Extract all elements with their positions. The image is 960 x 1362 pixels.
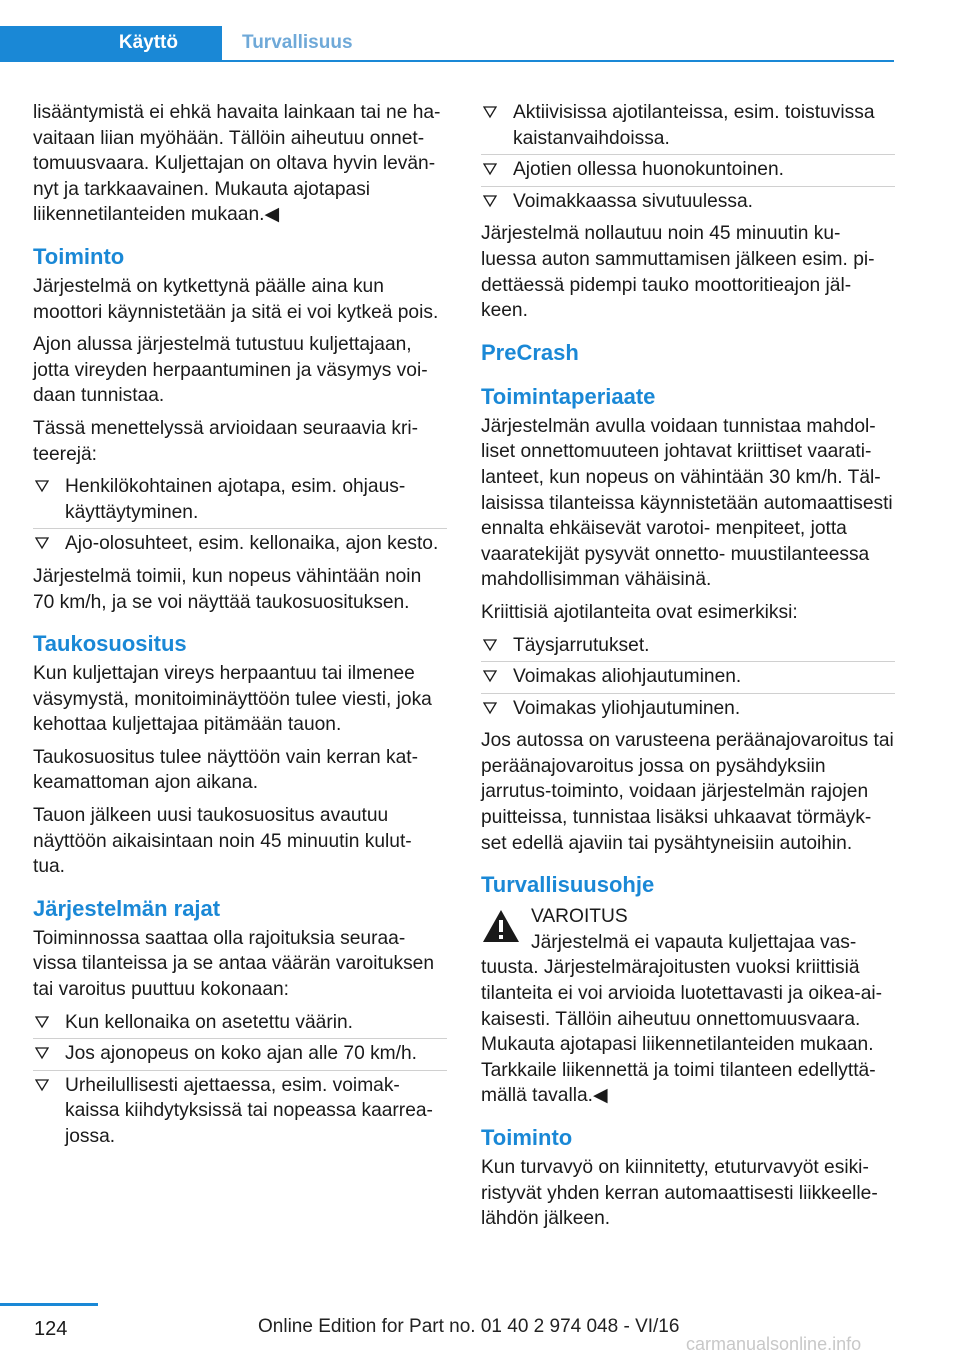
list-item: Ajo-olosuhteet, esim. kellonaika, ajon kesto.	[33, 531, 447, 557]
paragraph: Toiminnossa saattaa olla rajoituksia seuraa‐ vissa tilanteissa ja se antaa väärän varoituksen tai varoitus puuttuu kokonaan:	[33, 927, 435, 1001]
paragraph: Järjestelmä toimii, kun nopeus vähintään noin 70 km/h, ja se voi näyttää taukosuosituksen.	[33, 565, 422, 613]
warning-text: Järjestelmä ei vapauta kuljettajaa vas‐ tuusta. Järjestelmärajoitusten vuoksi kriittisiä tilanteita ei voi arvioida luotettavasti ja oikea-ai‐ kaisesti. Tällöin aiheutuu onnettomuusvaara. Mukauta ajotapasi liikennetilanteiden mukaan. Tarkkaile liikennettä ja toimi tilanteen edellyttä‐ mällä tavalla.◀	[481, 931, 883, 1107]
bullet-list	[481, 100, 895, 214]
triangle-bullet-icon	[483, 669, 497, 683]
list-item: Kun kellonaika on asetettu väärin.	[33, 1010, 447, 1036]
header-rule	[0, 60, 894, 62]
bullet-list	[33, 1010, 447, 1150]
triangle-bullet-icon	[483, 194, 497, 208]
list-item: Urheilullisesti ajettaessa, esim. voimak‐ kaissa kiihdytyksissä tai nopeassa kaarrea‐ jossa.	[33, 1073, 447, 1150]
warning-box	[481, 904, 895, 930]
paragraph: lisääntymistä ei ehkä havaita lainkaan tai ne ha‐ vaitaan liian myöhään. Tällöin aiheutuu onnet‐ tomuusvaara. Kuljettajan on oltava hyvin levän‐ nyt ja tarkkaavainen. Mukauta ajotapasi liikennetilanteiden mukaan.◀	[33, 102, 441, 226]
footer-rule	[0, 1303, 98, 1306]
list-item: Ajotien ollessa huonokuntoinen.	[481, 157, 895, 183]
chapter-heading: PreCrash	[481, 339, 579, 365]
list-item: Jos ajonopeus on koko ajan alle 70 km/h.	[33, 1041, 447, 1067]
triangle-bullet-icon	[35, 479, 49, 493]
triangle-bullet-icon	[35, 1046, 49, 1060]
triangle-bullet-icon	[35, 536, 49, 550]
page-header	[0, 0, 894, 64]
triangle-bullet-icon	[483, 105, 497, 119]
section-heading: Toiminto	[33, 243, 125, 269]
paragraph: Tässä menettelyssä arvioidaan seuraavia kri‐ teerejä:	[33, 417, 418, 465]
paragraph: Tauon jälkeen uusi taukosuositus avautuu näyttöön aikaisintaan noin 45 minuutin kulut‐ tua.	[33, 805, 412, 878]
edition-info: Online Edition for Part no. 01 40 2 974 048 - VI/16	[258, 1316, 680, 1337]
section-heading: Taukosuositus	[33, 631, 187, 657]
paragraph: Kun kuljettajan vireys herpaantuu tai ilmenee väsymystä, monitoiminäyttöön tulee viesti, joka kehottaa kuljettajaa pitämään tauon.	[33, 663, 432, 736]
paragraph: Ajon alussa järjestelmä tutustuu kuljettajaan, jotta vireyden herpaantuminen ja väsymys voi‐ daan tunnistaa.	[33, 334, 428, 407]
paragraph: Taukosuositus tulee näyttöön vain kerran kat‐ keamattoman ajon aikana.	[33, 746, 419, 794]
section-heading: Toiminto	[481, 1125, 573, 1150]
list-item: Täysjarrutukset.	[481, 633, 895, 659]
left-column	[33, 100, 447, 1157]
list-item: Voimakas aliohjautuminen.	[481, 664, 895, 690]
triangle-bullet-icon	[483, 638, 497, 652]
right-column	[481, 100, 895, 1239]
paragraph: Järjestelmä nollautuu noin 45 minuutin ku‐ luessa auton sammuttamisen jälkeen esim. pi‐ dettäessä pidempi tauko moottoritieajon jäl‐ keen.	[481, 223, 875, 322]
warning-title: VAROITUS	[531, 906, 628, 928]
warning-triangle-icon	[481, 908, 521, 944]
page-number: 124	[34, 1318, 68, 1340]
section-heading: Turvallisuusohje	[481, 872, 655, 898]
bullet-list	[33, 474, 447, 557]
section-heading: Järjestelmän rajat	[33, 895, 221, 921]
paragraph: Kun turvavyö on kiinnitetty, etuturvavyöt esiki‐ ristyvät yhden kerran automaattisesti liikkeelle‐ lähdön jälkeen.	[481, 1157, 878, 1230]
triangle-bullet-icon	[483, 162, 497, 176]
section-tab-inactive[interactable]: Turvallisuus	[242, 32, 353, 53]
paragraph: Jos autossa on varusteena peräänajovaroitus tai peräänajovaroitus jossa on pysähdyksiin jarrutus-toiminto, voidaan järjestelmän rajojen puitteissa, tunnistaa lisäksi uhkaavat törmäyk‐ set edellä ajaviin tai pysähtyneisiin autoihin.	[481, 730, 894, 854]
paragraph: Kriittisiä ajotilanteita ovat esimerkiksi:	[481, 601, 798, 623]
paragraph: Järjestelmän avulla voidaan tunnistaa mahdol‐ liset onnettomuuteen johtavat kriittiset vaarati‐ lanteet, kun nopeus on vähintään 30 km/h. Täl‐ laisissa tilanteissa käynnistetään automaattisesti ennalta ehkäisevät varotoi‐ menpiteet, jotta vaaratekijät pysyvät onnetto‐ muustilanteessa mahdollisimman vähäisinä.	[481, 415, 893, 591]
list-item: Aktiivisissa ajotilanteissa, esim. toistuvissa kaistanvaihdoissa.	[481, 100, 895, 151]
bullet-list	[481, 633, 895, 722]
list-item: Voimakkaassa sivutuulessa.	[481, 189, 895, 215]
watermark: carmanualsonline.info	[686, 1334, 862, 1354]
list-item: Voimakas yliohjautuminen.	[481, 696, 895, 722]
list-item: Henkilökohtainen ajotapa, esim. ohjaus‐ käyttäytyminen.	[33, 474, 447, 525]
triangle-bullet-icon	[35, 1078, 49, 1092]
section-tab-active[interactable]: Käyttö	[0, 26, 222, 60]
section-heading: Toimintaperiaate	[481, 383, 656, 409]
triangle-bullet-icon	[483, 701, 497, 715]
paragraph: Järjestelmä on kytkettynä päälle aina kun moottori käynnistetään ja sitä ei voi kytkeä pois.	[33, 275, 439, 323]
triangle-bullet-icon	[35, 1015, 49, 1029]
